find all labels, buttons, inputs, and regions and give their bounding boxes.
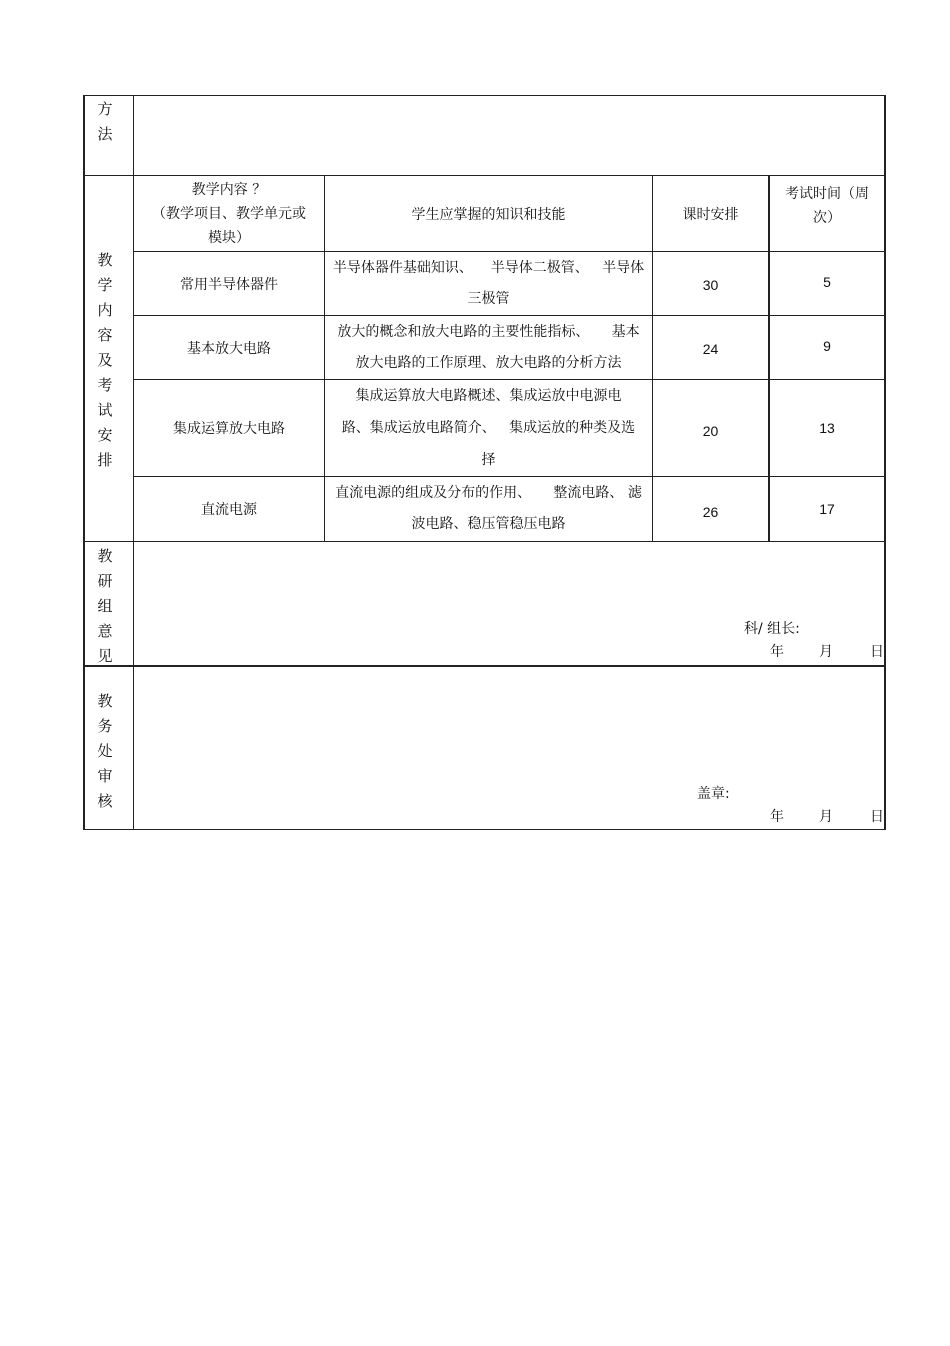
- table-row-week: 17: [819, 501, 835, 517]
- affairs-day: 日: [870, 809, 884, 825]
- method-label: [83, 98, 127, 148]
- header-content-line: 教学内容 ？: [191, 181, 267, 198]
- skills-line: 波电路、稳压管稳压电路: [411, 516, 566, 532]
- header-exam-line: 次）: [813, 210, 841, 226]
- skills-line: 集成运算放大电路概述、集成运放中电源电: [355, 388, 622, 404]
- teaching-label-char: 安: [97, 426, 113, 444]
- teaching-label-char: 教: [97, 251, 113, 269]
- skills-line: 择: [481, 452, 496, 468]
- table-row-content: 常用半导体器件: [180, 276, 278, 293]
- research-label-char: 意: [97, 622, 113, 640]
- header-content-line: 模块）: [208, 229, 250, 246]
- skills-line: 放大的概念和放大电路的主要性能指标、 基本: [337, 323, 640, 340]
- teaching-label: [83, 249, 127, 474]
- affairs-month: 月: [819, 809, 833, 825]
- header-exam-week: [770, 176, 884, 236]
- teaching-label-char: 内: [97, 301, 113, 319]
- academic-affairs-stamp: 盖章:: [697, 786, 730, 802]
- table-row-week: 13: [819, 420, 835, 436]
- research-label-char: 研: [97, 572, 113, 590]
- header-exam-line: 考试时间（周: [785, 186, 869, 202]
- table-row-skills: [325, 316, 652, 379]
- teaching-label-char: 及: [97, 351, 113, 369]
- skills-line: 半导体器件基础知识、 半导体二极管、 半导体: [332, 259, 645, 276]
- table-top-border: [83, 95, 886, 96]
- affairs-year: 年: [770, 809, 784, 825]
- table-row-skills: [325, 380, 652, 476]
- skills-line: 三极管: [467, 290, 510, 307]
- teaching-label-char: 排: [97, 451, 113, 469]
- research-label-char: 教: [97, 547, 113, 565]
- research-month: 月: [819, 644, 833, 660]
- table-row-hours: 24: [702, 341, 719, 357]
- affairs-label-char: 处: [97, 742, 113, 760]
- teaching-label-char: 学: [97, 276, 113, 294]
- skills-line: 路、集成运放电路简介、 集成运放的种类及选: [341, 420, 636, 436]
- skills-line: 直流电源的组成及分布的作用、 整流电路、 滤: [335, 485, 642, 501]
- header-content: [134, 176, 324, 251]
- teaching-label-char: 考: [97, 376, 113, 394]
- research-day: 日: [870, 644, 884, 660]
- research-group-label: [83, 545, 127, 670]
- table-row-content: 基本放大电路: [187, 340, 271, 357]
- teaching-label-char: 容: [97, 326, 113, 344]
- method-label-char: 法: [97, 125, 113, 143]
- affairs-label-char: 务: [97, 717, 113, 735]
- table-row-hours: 30: [702, 277, 719, 293]
- method-label-char: 方: [97, 100, 113, 118]
- header-skills: 学生应掌握的知识和技能: [411, 206, 566, 223]
- table-row-hours: 20: [702, 423, 719, 439]
- affairs-label-char: 教: [97, 692, 113, 710]
- table-row-week: 9: [823, 338, 831, 354]
- academic-affairs-label: [83, 690, 127, 815]
- table-row-skills: [325, 477, 652, 541]
- research-label-char: 见: [97, 647, 113, 665]
- header-hours: 课时安排: [682, 206, 739, 223]
- affairs-label-char: 审: [97, 767, 113, 785]
- research-label-char: 组: [97, 597, 113, 615]
- table-row-content: 集成运算放大电路: [173, 421, 285, 437]
- research-group-sign: 科/ 组长:: [744, 621, 800, 637]
- teaching-label-char: 试: [97, 401, 113, 419]
- research-year: 年: [770, 644, 784, 660]
- table-row-week: 5: [823, 274, 831, 290]
- table-row-hours: 26: [702, 504, 719, 520]
- table-bottom-border: [83, 829, 886, 830]
- row-divider-research: [83, 665, 886, 667]
- table-row-content: 直流电源: [201, 502, 257, 518]
- skills-line: 放大电路的工作原理、放大电路的分析方法: [355, 354, 622, 371]
- header-content-line: （教学项目、教学单元或: [152, 205, 306, 222]
- table-right-border: [884, 95, 886, 830]
- affairs-label-char: 核: [97, 792, 113, 810]
- table-row-skills: [325, 252, 652, 315]
